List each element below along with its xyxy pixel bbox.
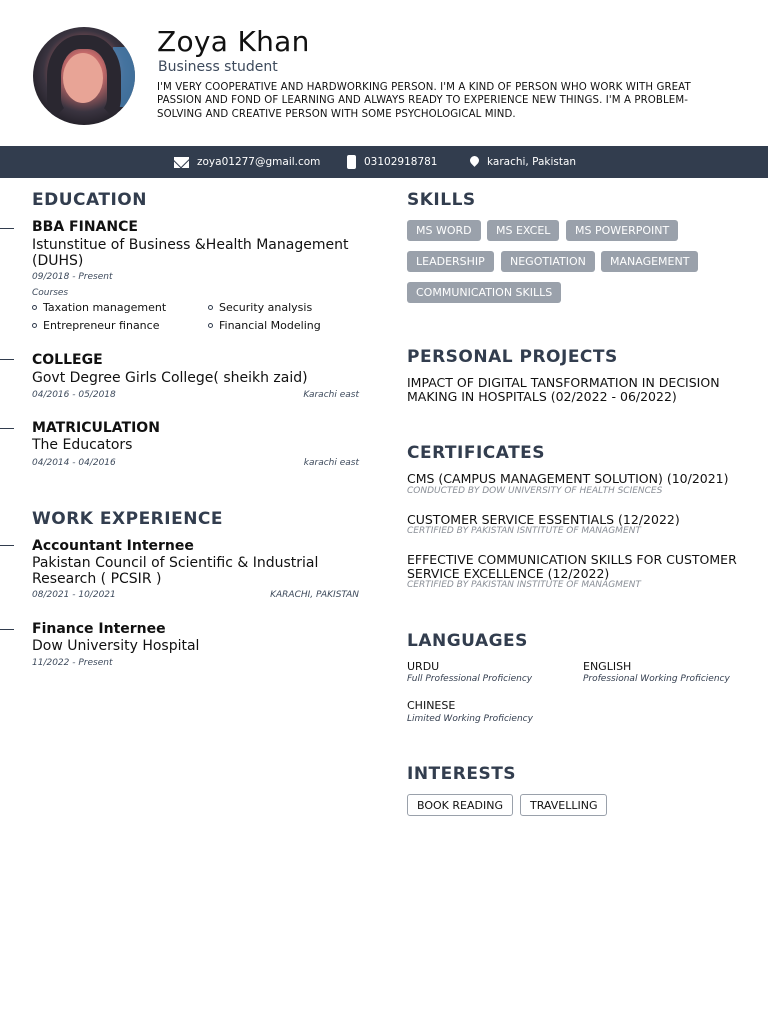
certificate-name: CUSTOMER SERVICE ESSENTIALS (12/2022) [407, 512, 680, 527]
education-entry-title: MATRICULATION [32, 420, 160, 436]
language-level: Full Professional Proficiency [407, 674, 533, 684]
work-entry-title: Accountant Internee [32, 538, 194, 554]
language-name: ENGLISH [583, 660, 632, 673]
language-level: Professional Working Proficiency [583, 674, 730, 684]
language-name: CHINESE [407, 699, 456, 712]
contact-email[interactable] [174, 146, 320, 178]
languages-title: LANGUAGES [407, 631, 528, 651]
timeline-marker [0, 545, 14, 546]
resume-header [0, 0, 768, 146]
certificate-note: CERTIFIED BY PAKISTAN ISNTITUTE OF MANAGMENT [407, 526, 641, 536]
location-pin-icon [468, 154, 481, 167]
candidate-name: Zoya Khan [157, 25, 310, 58]
profile-photo [33, 27, 135, 125]
summary-text: I'M VERY COOPERATIVE AND HARDWORKING PERSON. I'M A KIND OF PERSON WHO WORK WITH GREAT PASSION AND FOND OF LEARNING AND ALWAYS READY TO EXPERIENCE NEW THINGS. I'M A PROBLEM-SOLVING AND CREATIVE PERSON WITH SOME PSYCHOLOGICAL MIND. [157, 82, 691, 120]
phone-text[interactable]: 03102918781 [364, 156, 438, 168]
contact-phone[interactable] [347, 146, 438, 178]
work-entry-dates: 11/2022 - Present [32, 658, 113, 668]
projects-title: PERSONAL PROJECTS [407, 347, 618, 367]
education-entry-school: The Educators [32, 437, 133, 453]
education-title: EDUCATION [32, 190, 147, 210]
skill-tag: MS WORD [407, 220, 481, 241]
mail-icon [174, 157, 189, 168]
education-entry-dates: 09/2018 - Present [32, 272, 113, 282]
skills-title: SKILLS [407, 190, 476, 210]
interest-tag: BOOK READING [407, 794, 513, 816]
courses-label: Courses [32, 288, 69, 298]
timeline-marker [0, 629, 14, 630]
work-entry-company: Pakistan Council of Scientific & Industrial Research ( PCSIR ) [32, 555, 319, 587]
contact-bar [0, 146, 768, 178]
certificate-note: CERTIFIED BY PAKISTAN INSTITUTE OF MANAGMENT [407, 580, 641, 590]
location-text: karachi, Pakistan [487, 156, 577, 168]
education-entry-title: BBA FINANCE [32, 219, 138, 235]
work-entry-title: Finance Internee [32, 621, 166, 637]
skill-tag: MS EXCEL [487, 220, 559, 241]
timeline-marker [0, 428, 14, 429]
skill-tag: MANAGEMENT [601, 251, 698, 272]
education-entry-dates: 04/2016 - 05/2018 [32, 390, 116, 400]
interests-title: INTERESTS [407, 764, 517, 784]
education-entry-title: COLLEGE [32, 352, 103, 368]
work-entry-dates: 08/2021 - 10/2021 [32, 590, 116, 600]
course-item: Taxation management [32, 301, 166, 314]
education-entry-location: karachi east [303, 458, 359, 468]
work-experience-title: WORK EXPERIENCE [32, 509, 224, 529]
language-name: URDU [407, 660, 440, 673]
project-item: IMPACT OF DIGITAL TANSFORMATION IN DECISION MAKING IN HOSPITALS (02/2022 - 06/2022) [407, 375, 720, 404]
certificates-title: CERTIFICATES [407, 443, 546, 463]
certificate-name: EFFECTIVE COMMUNICATION SKILLS FOR CUSTOMER SERVICE EXCELLENCE (12/2022) [407, 552, 737, 581]
work-entry-location: KARACHI, PAKISTAN [270, 590, 359, 600]
language-level: Limited Working Proficiency [407, 714, 533, 724]
education-entry-location: Karachi east [303, 390, 359, 400]
certificate-name: CMS (CAMPUS MANAGEMENT SOLUTION) (10/2021) [407, 471, 729, 486]
phone-icon [347, 155, 356, 169]
skill-tag: NEGOTIATION [501, 251, 595, 272]
course-item: Security analysis [208, 301, 312, 314]
education-entry-school: Istunstitue of Business &Health Management (DUHS) [32, 237, 349, 269]
email-text[interactable]: zoya01277@gmail.com [197, 156, 321, 168]
course-item: Entrepreneur finance [32, 319, 159, 332]
timeline-marker [0, 228, 14, 229]
skill-tag: LEADERSHIP [407, 251, 494, 272]
candidate-role: Business student [158, 59, 278, 75]
education-entry-school: Govt Degree Girls College( sheikh zaid) [32, 370, 308, 386]
course-item: Financial Modeling [208, 319, 321, 332]
certificate-note: CONDUCTED BY DOW UNIVERSITY OF HEALTH SCIENCES [407, 486, 663, 496]
interest-tag: TRAVELLING [520, 794, 607, 816]
education-entry-dates: 04/2014 - 04/2016 [32, 458, 116, 468]
work-entry-company: Dow University Hospital [32, 638, 200, 654]
skill-tag: COMMUNICATION SKILLS [407, 282, 561, 303]
skill-tag: MS POWERPOINT [566, 220, 678, 241]
contact-location [470, 146, 576, 178]
timeline-marker [0, 359, 14, 360]
